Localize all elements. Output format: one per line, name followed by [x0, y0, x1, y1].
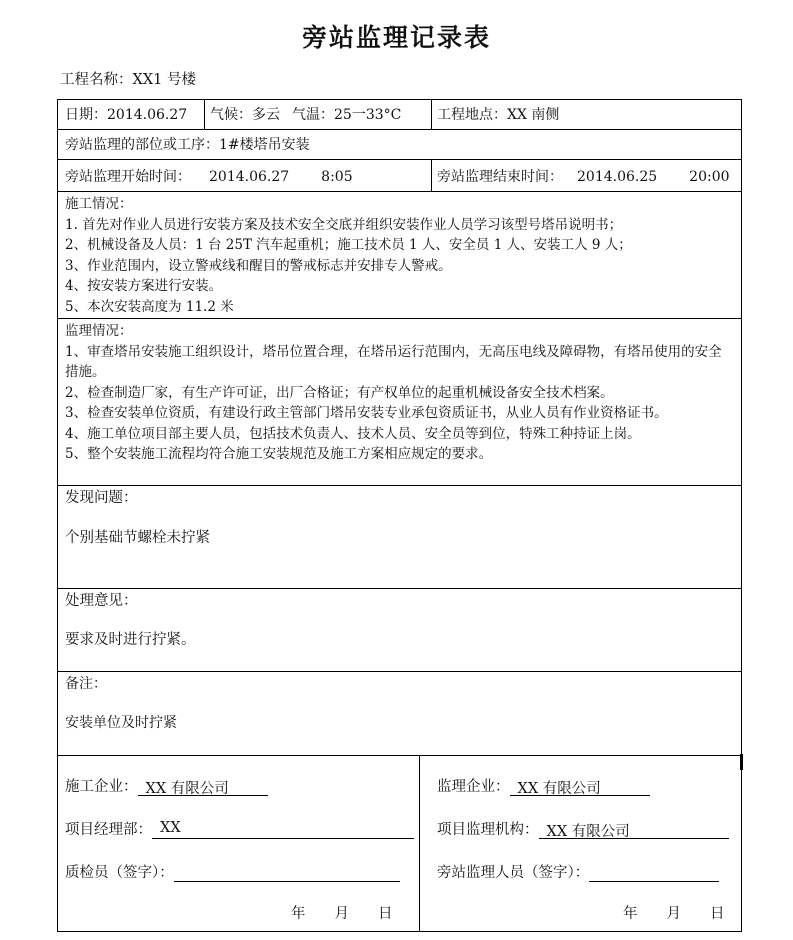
- supervision-company-label: 监理企业：: [437, 779, 510, 795]
- row-divider: [58, 159, 741, 160]
- construction-company-value: XX 有限公司: [145, 781, 229, 797]
- supervision-heading: 监理情况：: [65, 323, 133, 339]
- supervision-record-form: [57, 99, 742, 932]
- form-title: 旁站监理记录表: [301, 23, 491, 52]
- supervision-org-label: 项目监理机构：: [437, 822, 539, 838]
- end-time-label: 旁站监理结束时间：: [437, 169, 563, 185]
- inspector-signature-field: [65, 861, 400, 882]
- supervision-company-value: XX 有限公司: [517, 781, 601, 797]
- construction-heading: 施工情况：: [65, 196, 133, 212]
- supervision-line: 1、审查塔吊安装施工组织设计，塔吊位置合理，在塔吊运行范围内，无高压电线及障碍物，有塔吊使用的安全措施。: [65, 343, 722, 380]
- project-name-value: XX1 号楼: [132, 72, 196, 88]
- start-time-value: 8:05: [321, 169, 353, 185]
- inspector-signature-line[interactable]: [174, 863, 400, 882]
- construction-line: 1. 首先对作业人员进行安装方案及技术安全交底并组织安装作业人员学习该型号塔吊说明书；: [65, 216, 623, 233]
- remarks-heading: 备注：: [65, 676, 107, 692]
- weather-field: [210, 105, 401, 125]
- location-field: 工程地点：XX 南侧: [437, 107, 560, 123]
- construction-company-field: [65, 775, 268, 796]
- column-divider: [204, 100, 205, 129]
- start-time-field: [65, 167, 353, 187]
- supervision-sign-date: 年 月 日: [623, 906, 725, 922]
- project-manager-label: 项目经理部：: [65, 822, 152, 838]
- supervision-line: 2、检查制造厂家，有生产许可证，出厂合格证；有产权单位的起重机械设备安全技术档案。: [65, 384, 614, 401]
- inspector-signature-label: 质检员（签字）：: [65, 865, 174, 881]
- supervision-line: 5、整个安装施工流程均符合施工安装规范及施工方案相应规定的要求。: [65, 446, 493, 462]
- row-divider: [58, 755, 741, 756]
- opinion-text: 要求及时进行拧紧。: [65, 632, 196, 648]
- supervisor-signature-line[interactable]: [589, 863, 719, 882]
- weather-value: 气候：多云: [210, 107, 280, 123]
- supervisor-signature-label: 旁站监理人员（签字）：: [437, 865, 590, 881]
- supervision-company-field: [437, 775, 650, 796]
- supervision-line: 4、施工单位项目部主要人员，包括技术负责人、技术人员、安全员等到位，特殊工种持证上岗。: [65, 425, 641, 442]
- supervisor-signature-field: [437, 861, 719, 882]
- column-divider: [431, 159, 432, 191]
- row-divider: [58, 671, 741, 672]
- supervision-org-field: [437, 818, 729, 839]
- project-manager-field: [65, 818, 414, 839]
- row-divider: [58, 129, 741, 130]
- project-manager-value: XX: [160, 820, 181, 836]
- construction-line: 5、本次安装高度为 11.2 米: [65, 298, 234, 315]
- problems-heading: 发现问题：: [65, 490, 138, 506]
- start-date-value: 2014.06.27: [209, 169, 290, 185]
- supervised-part-field: 旁站监理的部位或工序：1#楼塔吊安装: [65, 137, 310, 153]
- date-field: 日期：2014.06.27: [65, 107, 188, 123]
- opinion-heading: 处理意见：: [65, 593, 138, 609]
- supervision-org-value: XX 有限公司: [546, 824, 630, 840]
- end-time-value: 20:00: [689, 169, 730, 185]
- construction-section: [65, 194, 733, 317]
- column-divider: [419, 755, 420, 932]
- column-divider: [431, 100, 432, 129]
- problems-text: 个别基础节螺栓未拧紧: [65, 530, 210, 546]
- construction-line: 2、机械设备及人员：1 台 25T 汽车起重机；施工技术员 1 人、安全员 1 人、安装工人 9 人；: [65, 237, 632, 253]
- construction-line: 3、作业范围内，设立警戒线和醒目的警戒标志并安排专人警戒。: [65, 257, 452, 274]
- edge-mark: [740, 754, 743, 770]
- end-date-value: 2014.06.25: [577, 169, 658, 185]
- construction-sign-date: 年 月 日: [291, 906, 393, 922]
- remarks-text: 安装单位及时拧紧: [65, 715, 177, 731]
- row-divider: [58, 588, 741, 589]
- construction-line: 4、按安装方案进行安装。: [65, 278, 223, 294]
- construction-company-label: 施工企业：: [65, 779, 138, 795]
- end-time-field: [437, 167, 730, 187]
- row-divider: [58, 191, 741, 192]
- row-divider: [58, 485, 741, 486]
- start-time-label: 旁站监理开始时间：: [65, 169, 191, 185]
- project-name: [60, 68, 196, 89]
- temperature-value: 气温：25一33°C: [292, 107, 402, 123]
- supervision-section: [65, 321, 733, 465]
- supervision-line: 3、检查安装单位资质，有建设行政主管部门塔吊安装专业承包资质证书，从业人员有作业资格证书。: [65, 405, 668, 421]
- row-divider: [58, 318, 741, 319]
- project-name-label: 工程名称：: [60, 72, 133, 88]
